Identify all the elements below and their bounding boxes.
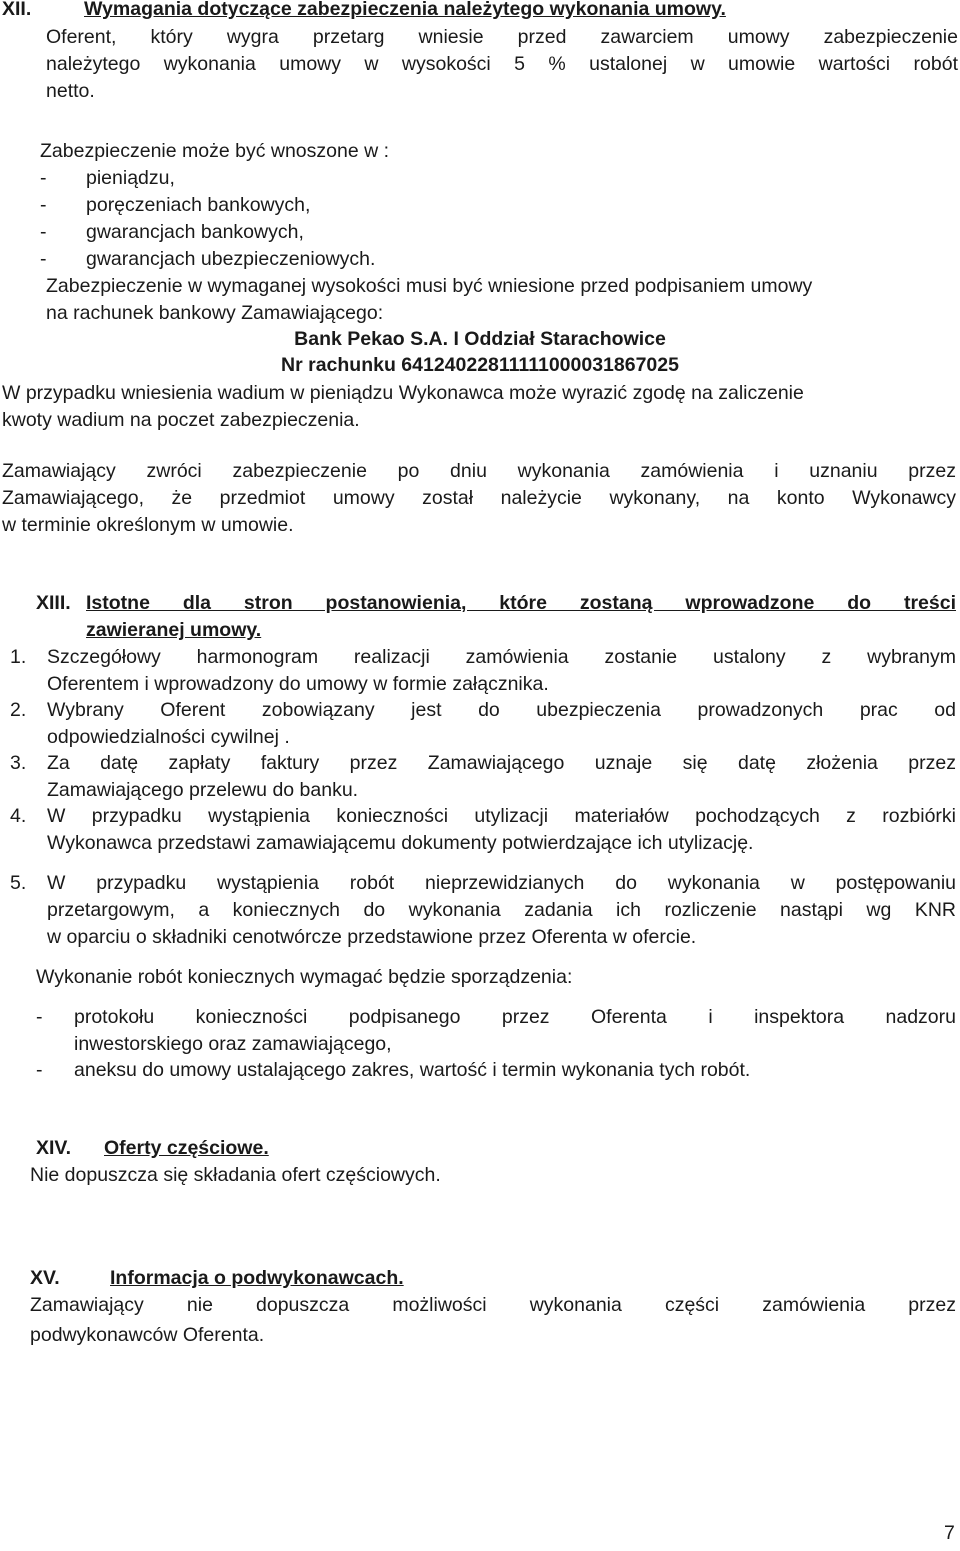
item-3-line-2: Zamawiającego przelewu do banku. [47, 779, 359, 801]
security-form-item: gwarancjach ubezpieczeniowych. [86, 248, 376, 270]
section-12-number: XII. [2, 0, 32, 20]
security-form-item: poręczeniach bankowych, [86, 194, 311, 216]
item-4-line-2: Wykonawca przedstawi zamawiającemu dokumenty potwierdzające ich utylizację. [47, 832, 754, 854]
list-dash: - [40, 194, 47, 216]
list-dash: - [40, 167, 47, 189]
item-5-line-1: W przypadku wystąpienia robót nieprzewidzianych do wykonania w postępowaniu [47, 872, 956, 894]
section-14-text: Nie dopuszcza się składania ofert częściowych. [30, 1164, 441, 1186]
extra-item-2-line-1: aneksu do umowy ustalającego zakres, wartość i termin wykonania tych robót. [74, 1059, 751, 1081]
item-1-line-2: Oferentem i wprowadzony do umowy w formie załącznika. [47, 673, 549, 695]
item-number: 3. [10, 752, 27, 774]
wadium-line-2: kwoty wadium na poczet zabezpieczenia. [2, 409, 360, 431]
extra-works-intro: Wykonanie robót koniecznych wymagać będzie sporządzenia: [36, 966, 573, 988]
list-dash: - [36, 1059, 43, 1081]
return-line-1: Zamawiający zwróci zabezpieczenie po dniu wykonania zamówienia i uznaniu przez [2, 460, 956, 482]
section-14-number: XIV. [36, 1137, 72, 1159]
item-number: 2. [10, 699, 27, 721]
section-15-line-2: podwykonawców Oferenta. [30, 1324, 265, 1346]
item-4-line-1: W przypadku wystąpienia konieczności utylizacji materiałów pochodzących z rozbiórki [47, 805, 956, 827]
item-number: 5. [10, 872, 27, 894]
account-text-line-2: na rachunek bankowy Zamawiającego: [46, 302, 384, 324]
sec12-intro-line-2: należytego wykonania umowy w wysokości 5 % ustalonej w umowie wartości robót [46, 53, 958, 75]
security-form-item: pieniądzu, [86, 167, 175, 189]
wadium-line-1: W przypadku wniesienia wadium w pieniądzu Wykonawca może wyrazić zgodę na zaliczenie [2, 382, 804, 404]
item-number: 1. [10, 646, 27, 668]
sec12-intro-line-3: netto. [46, 80, 95, 102]
security-forms-intro: Zabezpieczenie może być wnoszone w : [40, 140, 390, 162]
item-5-line-3: w oparciu o składniki cenotwórcze przedstawione przez Oferenta w ofercie. [47, 926, 697, 948]
bank-account-number: Nr rachunku 64124022811111000031867025 [281, 354, 679, 376]
section-13-number: XIII. [36, 592, 71, 614]
list-dash: - [40, 248, 47, 270]
page-number: 7 [944, 1522, 955, 1544]
section-13-title-line-1: Istotne dla stron postanowienia, które zostaną wprowadzone do treści [86, 592, 956, 614]
list-dash: - [40, 221, 47, 243]
return-line-3: w terminie określonym w umowie. [2, 514, 294, 536]
section-14-title: Oferty częściowe. [104, 1137, 269, 1159]
sec12-intro-line-1: Oferent, który wygra przetarg wniesie przed zawarciem umowy zabezpieczenie [46, 26, 958, 48]
section-15-title: Informacja o podwykonawcach. [110, 1267, 404, 1289]
item-number: 4. [10, 805, 27, 827]
account-text-line-1: Zabezpieczenie w wymaganej wysokości musi być wniesione przed podpisaniem umowy [46, 275, 813, 297]
section-13-title-line-2: zawieranej umowy. [86, 619, 262, 641]
item-2-line-1: Wybrany Oferent zobowiązany jest do ubezpieczenia prowadzonych prac od [47, 699, 956, 721]
item-5-line-2: przetargowym, a koniecznych do wykonania zadania ich rozliczenie nastąpi wg KNR [47, 899, 956, 921]
item-3-line-1: Za datę zapłaty faktury przez Zamawiającego uznaje się datę złożenia przez [47, 752, 956, 774]
security-form-item: gwarancjach bankowych, [86, 221, 304, 243]
item-2-line-2: odpowiedzialności cywilnej . [47, 726, 290, 748]
extra-item-1-line-2: inwestorskiego oraz zamawiającego, [74, 1033, 392, 1055]
return-line-2: Zamawiającego, że przedmiot umowy został należycie wykonany, na konto Wykonawcy [2, 487, 956, 509]
section-15-number: XV. [30, 1267, 60, 1289]
section-15-line-1: Zamawiający nie dopuszcza możliwości wykonania części zamówienia przez [30, 1294, 956, 1316]
extra-item-1-line-1: protokołu konieczności podpisanego przez Oferenta i inspektora nadzoru [74, 1006, 956, 1028]
item-1-line-1: Szczegółowy harmonogram realizacji zamówienia zostanie ustalony z wybranym [47, 646, 956, 668]
bank-name: Bank Pekao S.A. I Oddział Starachowice [294, 328, 666, 350]
section-12-title: Wymagania dotyczące zabezpieczenia należytego wykonania umowy. [84, 0, 726, 20]
list-dash: - [36, 1006, 43, 1028]
